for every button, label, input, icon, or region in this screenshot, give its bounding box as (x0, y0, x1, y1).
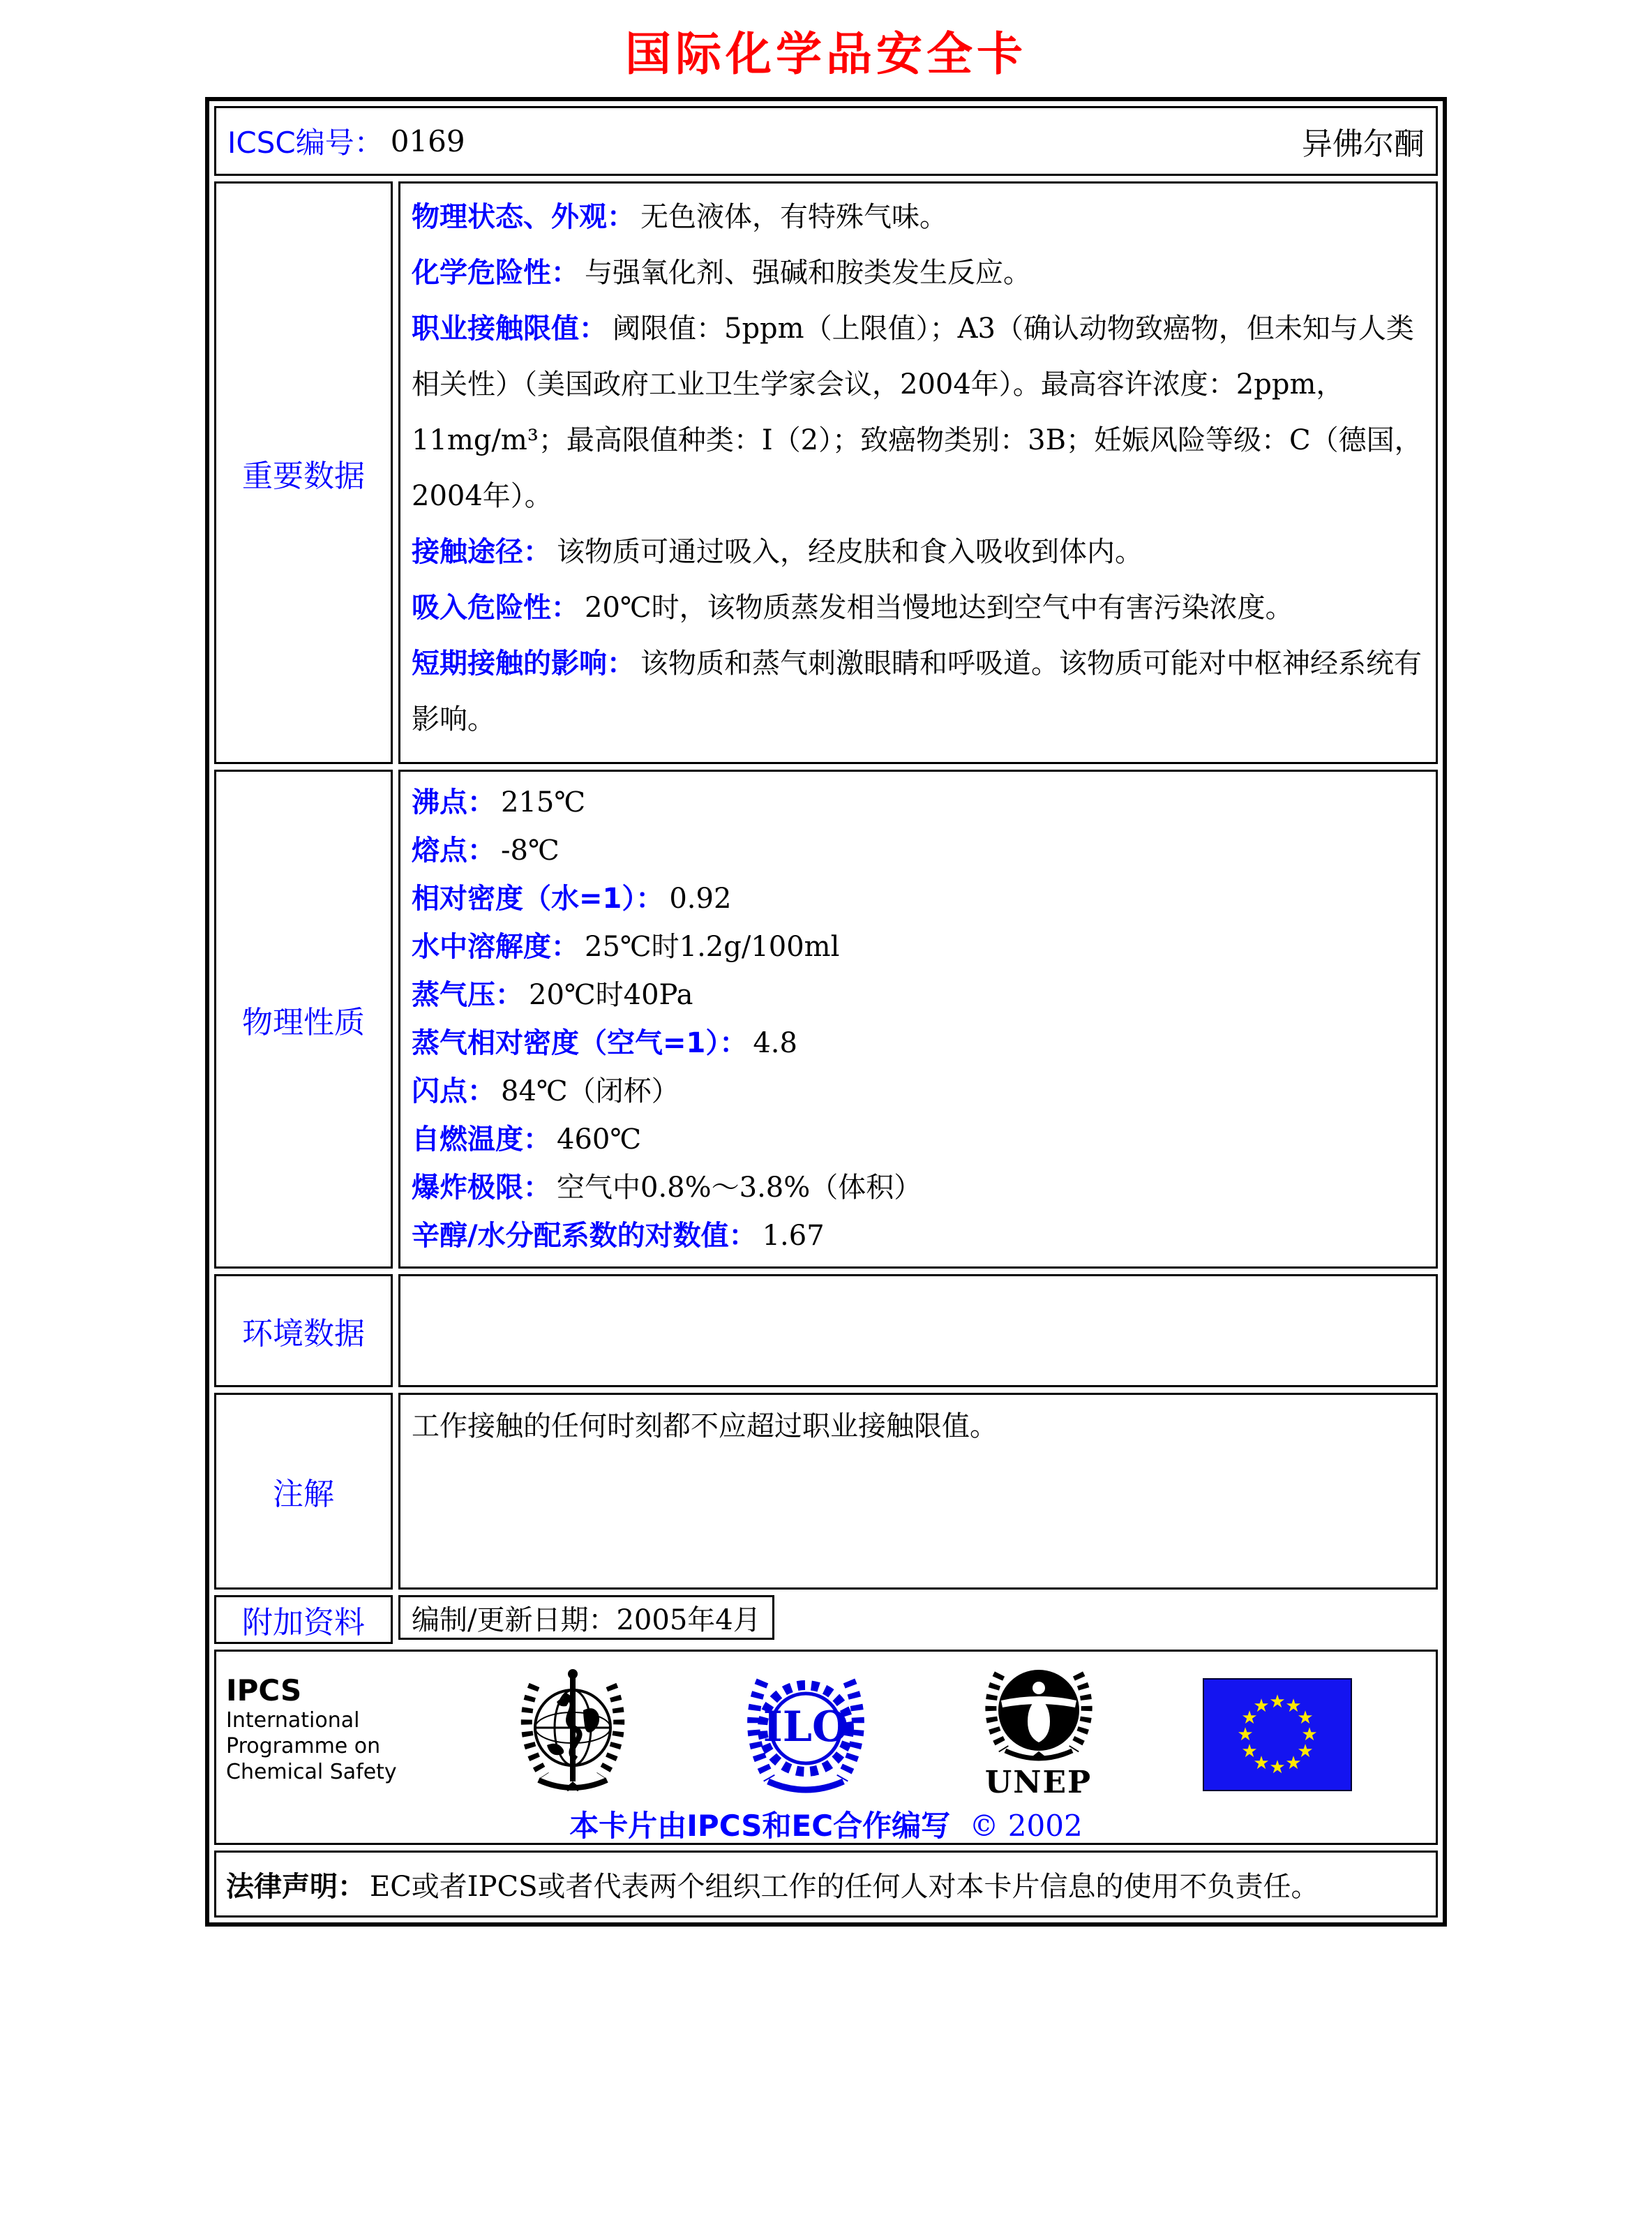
field-label: 职业接触限值： (412, 313, 607, 345)
field-label: 短期接触的影响： (412, 648, 635, 680)
physical-item (412, 875, 1425, 923)
notes-row (214, 1393, 1438, 1590)
field-label: 水中溶解度： (412, 931, 579, 963)
svg-text:★: ★ (1297, 1707, 1314, 1728)
unep-emblem-icon (977, 1661, 1100, 1767)
additional-info-content: 编制/更新日期：2005年4月 (398, 1595, 774, 1640)
svg-text:★: ★ (1301, 1724, 1318, 1745)
field-label: 自燃温度： (412, 1123, 551, 1156)
svg-text:★: ★ (1253, 1753, 1270, 1774)
physical-item (412, 1164, 1425, 1212)
field-value: 4.8 (753, 1027, 797, 1059)
field-value: 1.67 (762, 1220, 825, 1252)
ipcs-text-block (226, 1674, 407, 1785)
svg-text:★: ★ (1241, 1707, 1258, 1728)
section-label-additional: 附加资料 (214, 1595, 393, 1644)
field-label: 闪点： (412, 1075, 495, 1107)
physical-properties-content (398, 770, 1438, 1269)
page-title: 国际化学品安全卡 (625, 27, 1027, 81)
section-label-environment: 环境数据 (214, 1274, 393, 1387)
ilo-emblem-icon (737, 1661, 874, 1798)
svg-text:★: ★ (1297, 1741, 1314, 1762)
field-value: 该物质和蒸气刺激眼睛和呼吸道。该物质可能对中枢神经系统有影响。 (412, 648, 1422, 735)
physical-properties-row (214, 770, 1438, 1269)
important-data-row (214, 181, 1438, 764)
important-data-content (398, 181, 1438, 764)
field-value: 与强氧化剂、强碱和胺类发生反应。 (585, 257, 1031, 289)
ipcs-title: IPCS (226, 1673, 302, 1707)
additional-info-row (214, 1595, 1438, 1644)
environment-data-row (214, 1274, 1438, 1387)
field-value: 该物质可通过吸入，经皮肤和食入吸收到体内。 (557, 536, 1143, 568)
field-value: 阈限值：5ppm（上限值）；A3（确认动物致癌物，但未知与人类相关性）（美国政府工业卫生学家会议，2004年）。最高容许浓度：2ppm，11mg/m³；最高限值种类：I（2）；致癌物类别：3B；妊娠风险等级：C（德国，2004年）。 (412, 313, 1422, 512)
eu-flag-icon (1203, 1678, 1352, 1791)
field-value: 20℃时40Pa (529, 979, 693, 1011)
svg-text:★: ★ (1269, 1691, 1286, 1712)
field-label: 化学危险性： (412, 257, 579, 289)
ipcs-line: Programme on (226, 1734, 381, 1758)
important-item (412, 301, 1425, 524)
legal-label: 法律声明： (226, 1870, 366, 1903)
physical-item (412, 1068, 1425, 1116)
field-label: 爆炸极限： (412, 1172, 551, 1204)
section-label-important: 重要数据 (214, 181, 393, 764)
unep-block (977, 1661, 1100, 1800)
icsc-card (205, 97, 1447, 1927)
physical-item (412, 779, 1425, 827)
svg-text:★: ★ (1237, 1724, 1254, 1745)
logos-row (214, 1650, 1438, 1845)
footer-caption (216, 1803, 1436, 1845)
field-value: 无色液体，有特殊气味。 (640, 201, 947, 233)
legal-row (214, 1851, 1438, 1918)
field-label: 蒸气相对密度（空气=1）： (412, 1027, 748, 1059)
legal-cell (214, 1851, 1438, 1918)
header-row (214, 106, 1438, 176)
svg-text:★: ★ (1241, 1741, 1258, 1762)
field-value: -8℃ (501, 835, 560, 867)
field-value: 460℃ (557, 1123, 642, 1156)
important-item (412, 245, 1425, 301)
footer-copyright: © 2002 (969, 1809, 1083, 1843)
ipcs-line: International (226, 1708, 360, 1733)
field-value: 20℃时，该物质蒸发相当慢地达到空气中有害污染浓度。 (585, 592, 1293, 624)
svg-text:★: ★ (1269, 1757, 1286, 1778)
important-item (412, 524, 1425, 580)
field-value: 215℃ (501, 786, 586, 818)
field-label: 蒸气压： (412, 979, 523, 1011)
svg-text:ILO: ILO (763, 1703, 849, 1751)
field-value: 25℃时1.2g/100ml (585, 931, 840, 963)
who-emblem-icon (511, 1661, 635, 1798)
header-cell (214, 106, 1438, 176)
legal-text: EC或者IPCS或者代表两个组织工作的任何人对本卡片信息的使用不负责任。 (370, 1870, 1319, 1903)
section-label-notes: 注解 (214, 1393, 393, 1590)
icsc-number-label: ICSC编号： (227, 126, 384, 160)
logos-strip (216, 1652, 1436, 1800)
icsc-number-group (227, 120, 465, 162)
svg-text:★: ★ (1253, 1696, 1270, 1717)
important-item (412, 189, 1425, 245)
physical-item (412, 971, 1425, 1019)
chemical-name: 异佛尔酮 (1302, 126, 1425, 162)
physical-item (412, 923, 1425, 971)
section-label-physical: 物理性质 (214, 770, 393, 1269)
icsc-number-value: 0169 (390, 124, 465, 158)
physical-item (412, 1116, 1425, 1164)
logos-cell (214, 1650, 1438, 1845)
important-item (412, 580, 1425, 636)
unep-label: UNEP (984, 1765, 1092, 1800)
footer-caption-text: 本卡片由IPCS和EC合作编写 (569, 1809, 951, 1843)
field-label: 辛醇/水分配系数的对数值： (412, 1220, 757, 1252)
field-label: 沸点： (412, 786, 495, 818)
physical-item (412, 1212, 1425, 1260)
notes-content: 工作接触的任何时刻都不应超过职业接触限值。 (398, 1393, 1438, 1590)
physical-item (412, 1019, 1425, 1068)
field-label: 相对密度（水=1）： (412, 883, 664, 915)
physical-item (412, 827, 1425, 875)
field-value: 空气中0.8%～3.8%（体积） (557, 1172, 922, 1204)
svg-text:★: ★ (1285, 1696, 1302, 1717)
important-item (412, 636, 1425, 747)
svg-text:★: ★ (1285, 1753, 1302, 1774)
field-label: 接触途径： (412, 536, 551, 568)
field-label: 熔点： (412, 835, 495, 867)
environment-data-content (398, 1274, 1438, 1387)
field-label: 物理状态、外观： (412, 201, 635, 233)
field-value: 0.92 (669, 883, 732, 915)
field-value: 84℃（闭杯） (501, 1075, 679, 1107)
field-label: 吸入危险性： (412, 592, 579, 624)
ipcs-line: Chemical Safety (226, 1760, 397, 1784)
